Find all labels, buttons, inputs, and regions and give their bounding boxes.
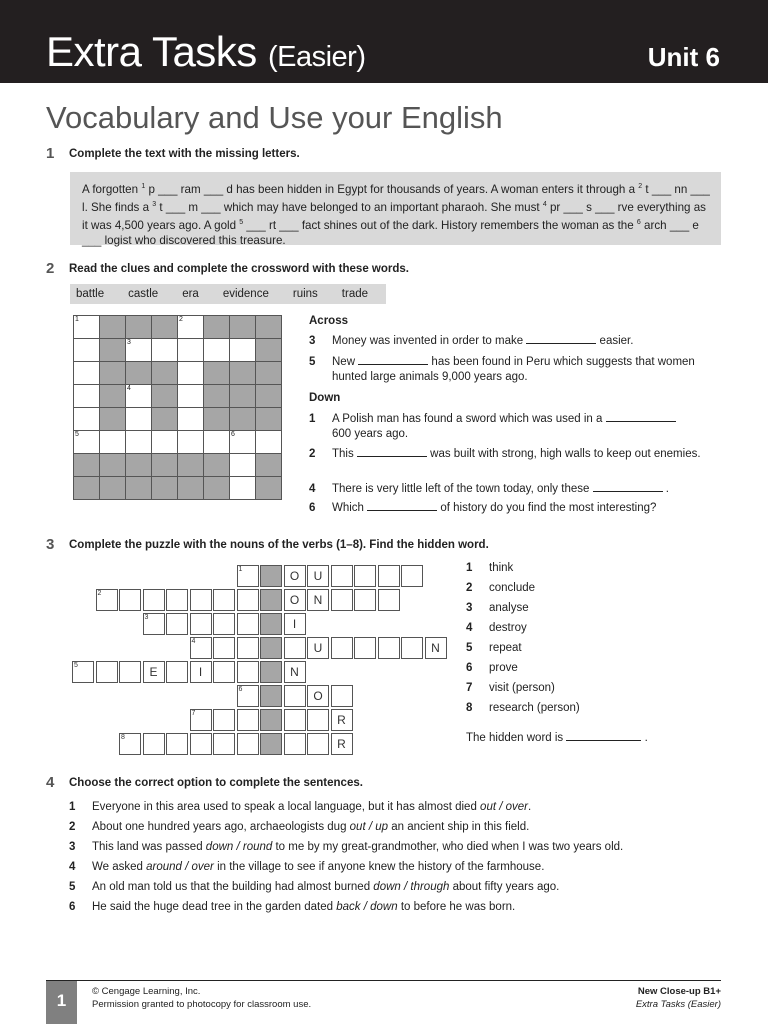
crossword-cell[interactable]: [230, 477, 256, 500]
ex2-instruction: Read the clues and complete the crossword with these words.: [69, 263, 409, 275]
puzzle-cell[interactable]: [237, 661, 259, 683]
puzzle-row-number: 1: [238, 566, 243, 573]
puzzle-cell[interactable]: [331, 685, 353, 707]
puzzle-row-number: 8: [121, 734, 125, 741]
hidden-word-cell[interactable]: [260, 709, 282, 731]
puzzle-letter: U: [313, 641, 323, 655]
puzzle-cell[interactable]: [378, 565, 400, 587]
crossword-cell[interactable]: 4: [126, 385, 152, 408]
crossword-cell: [230, 385, 256, 408]
down-heading: Down: [309, 392, 341, 404]
crossword-cell[interactable]: 1: [74, 316, 100, 339]
puzzle-row-number: 3: [144, 614, 149, 621]
puzzle-cell[interactable]: [143, 661, 165, 683]
crossword-cell: [152, 316, 178, 339]
crossword-cell: [256, 385, 282, 408]
across-heading: Across: [309, 315, 348, 327]
puzzle-cell[interactable]: [307, 685, 329, 707]
puzzle-cell[interactable]: [166, 661, 188, 683]
puzzle-row-number: 2: [97, 590, 102, 597]
hidden-word-cell[interactable]: [260, 613, 282, 635]
puzzle-cell[interactable]: [307, 709, 329, 731]
puzzle-cell[interactable]: [190, 637, 212, 659]
ex4-instruction: Choose the correct option to complete the sentences.: [69, 777, 363, 789]
puzzle-cell[interactable]: [284, 685, 306, 707]
puzzle-cell[interactable]: [401, 637, 423, 659]
word-box-item: trade: [341, 288, 369, 300]
puzzle-cell[interactable]: [354, 589, 376, 611]
crossword-cell: [100, 316, 126, 339]
puzzle-letter: O: [289, 593, 300, 607]
puzzle-row-number: 7: [191, 710, 196, 717]
ex1-text: A forgotten $^1$ p ___ ram ___ d has been hidden in Egypt for thousands of years. A woman enters it through a $^2$ t ___ nn ___ l. She finds a $^3$ t ___ m ___ which may have belonged to an important pharaoh. She must $^4$ pr ___ s ___ rve everything as it was 4,500 years ago. A gold $^5$ ___ rt ___ fact shines out of the dark. History remembers the woman as the $^6$ arch ___ e ___ logist who discovered this treasure.: [82, 182, 710, 247]
ex1-number: 1: [46, 145, 55, 162]
puzzle-cell[interactable]: [307, 637, 329, 659]
puzzle-cell[interactable]: [119, 589, 141, 611]
crossword-cell: [256, 362, 282, 385]
ex3-instruction: Complete the puzzle with the nouns of the verbs (1–8). Find the hidden word.: [69, 539, 489, 551]
crossword-cell[interactable]: [74, 339, 100, 362]
ex4-number: 4: [46, 774, 55, 791]
puzzle-cell[interactable]: [331, 733, 353, 755]
puzzle-cell[interactable]: [425, 637, 447, 659]
crossword-cell: [74, 477, 100, 500]
ex1-text-box: [70, 172, 721, 245]
puzzle-cell[interactable]: [166, 733, 188, 755]
crossword-cell: [178, 477, 204, 500]
crossword-cell[interactable]: [178, 385, 204, 408]
puzzle-cell[interactable]: [307, 733, 329, 755]
puzzle-cell[interactable]: [166, 613, 188, 635]
page-title: Extra Tasks (Easier): [46, 28, 366, 75]
crossword-cell: [178, 454, 204, 477]
crossword-cell: [100, 385, 126, 408]
unit-label: Unit 6: [647, 42, 720, 72]
crossword-cell[interactable]: [152, 431, 178, 454]
puzzle-row-number: 4: [191, 638, 196, 645]
crossword-cell[interactable]: [178, 362, 204, 385]
puzzle-cell[interactable]: [331, 565, 353, 587]
hidden-word-cell[interactable]: [260, 589, 282, 611]
ex3-number: 3: [46, 536, 55, 553]
word-box-item: castle: [128, 288, 159, 300]
puzzle-cell[interactable]: [143, 589, 165, 611]
puzzle-cell[interactable]: [307, 589, 329, 611]
crossword-cell[interactable]: [152, 339, 178, 362]
crossword-cell[interactable]: [126, 408, 152, 431]
puzzle-cell[interactable]: [378, 637, 400, 659]
crossword-cell[interactable]: [178, 339, 204, 362]
puzzle-letter: I: [198, 665, 203, 679]
crossword-cell: [230, 362, 256, 385]
puzzle-cell[interactable]: [213, 733, 235, 755]
crossword-cell: [100, 362, 126, 385]
puzzle-row-number: 6: [238, 686, 243, 693]
crossword-cell[interactable]: [178, 408, 204, 431]
puzzle-letter: N: [313, 593, 323, 607]
puzzle-cell[interactable]: [237, 733, 259, 755]
puzzle-cell[interactable]: [401, 565, 423, 587]
crossword-cell[interactable]: [256, 431, 282, 454]
puzzle-cell[interactable]: [119, 733, 141, 755]
puzzle-cell[interactable]: [331, 589, 353, 611]
puzzle-cell[interactable]: [331, 709, 353, 731]
puzzle-cell[interactable]: [143, 613, 165, 635]
puzzle-cell[interactable]: [190, 733, 212, 755]
puzzle-cell[interactable]: [96, 589, 118, 611]
crossword-grid: [73, 315, 282, 500]
puzzle-cell[interactable]: [237, 589, 259, 611]
across-clue: 5 New has been found in Peru which suggests that women hunted large animals 9,000 years ago.: [309, 356, 695, 383]
crossword-cell[interactable]: [230, 454, 256, 477]
hidden-word-cell[interactable]: [260, 637, 282, 659]
crossword-cell: [100, 454, 126, 477]
puzzle-cell[interactable]: [237, 565, 259, 587]
hidden-word-cell[interactable]: [260, 733, 282, 755]
puzzle-cell[interactable]: [378, 589, 400, 611]
puzzle-cell[interactable]: [354, 565, 376, 587]
puzzle-letter: E: [149, 665, 158, 679]
puzzle-letter: O: [313, 689, 323, 703]
crossword-cell: [256, 454, 282, 477]
crossword-cell: [126, 477, 152, 500]
puzzle-cell[interactable]: [190, 589, 212, 611]
puzzle-cell[interactable]: [284, 709, 306, 731]
puzzle-cell[interactable]: [307, 565, 329, 587]
puzzle-letter: R: [337, 713, 346, 727]
word-box-item: battle: [76, 288, 105, 300]
puzzle-letter: I: [292, 617, 297, 631]
puzzle-cell[interactable]: [284, 589, 306, 611]
crossword-cell: [256, 477, 282, 500]
puzzle-cell[interactable]: [190, 709, 212, 731]
crossword-cell[interactable]: [126, 431, 152, 454]
crossword-cell: [152, 454, 178, 477]
crossword-cell[interactable]: [230, 339, 256, 362]
puzzle-cell[interactable]: [213, 661, 235, 683]
puzzle-cell[interactable]: [213, 589, 235, 611]
puzzle-cell[interactable]: [237, 613, 259, 635]
crossword-cell[interactable]: [178, 431, 204, 454]
word-box-item: era: [182, 288, 199, 300]
puzzle-cell[interactable]: [284, 733, 306, 755]
word-box-item: evidence: [222, 288, 269, 300]
crossword-cell: [230, 316, 256, 339]
ex1-instruction: Complete the text with the missing letters.: [69, 148, 300, 160]
crossword-cell: [256, 339, 282, 362]
puzzle-cell[interactable]: [284, 637, 306, 659]
puzzle-letter: O: [289, 569, 300, 583]
puzzle-cell[interactable]: [237, 637, 259, 659]
crossword-cell: [204, 316, 230, 339]
crossword-cell: [126, 362, 152, 385]
crossword-cell[interactable]: 6: [230, 431, 256, 454]
crossword-cell: [204, 408, 230, 431]
section-title: Vocabulary and Use your English: [46, 100, 503, 135]
puzzle-cell[interactable]: [166, 589, 188, 611]
word-box-item: ruins: [292, 288, 318, 300]
crossword-cell: [204, 454, 230, 477]
puzzle-cell[interactable]: [190, 613, 212, 635]
puzzle-cell[interactable]: [143, 733, 165, 755]
crossword-cell: [152, 408, 178, 431]
footer-rule: [46, 980, 721, 981]
hidden-word-cell[interactable]: [260, 661, 282, 683]
puzzle-cell[interactable]: [96, 661, 118, 683]
puzzle-cell[interactable]: [237, 685, 259, 707]
puzzle-letter: N: [431, 641, 440, 655]
puzzle-cell[interactable]: [72, 661, 94, 683]
hidden-word-cell[interactable]: [260, 565, 282, 587]
puzzle-cell[interactable]: [284, 661, 306, 683]
crossword-cell[interactable]: [74, 362, 100, 385]
page-number: 1: [46, 981, 77, 1024]
crossword-cell: [100, 408, 126, 431]
word-box: [70, 284, 386, 304]
puzzle-letter: R: [337, 737, 346, 751]
crossword-cell: [204, 385, 230, 408]
puzzle-cell[interactable]: [119, 661, 141, 683]
crossword-cell[interactable]: 2: [178, 316, 204, 339]
puzzle-row-number: 5: [74, 662, 78, 669]
crossword-cell[interactable]: [74, 385, 100, 408]
puzzle-cell[interactable]: [284, 565, 306, 587]
crossword-cell: [100, 339, 126, 362]
crossword-cell: [256, 316, 282, 339]
crossword-cell[interactable]: [204, 339, 230, 362]
ex2-number: 2: [46, 260, 55, 277]
crossword-cell: [126, 454, 152, 477]
crossword-cell: [152, 477, 178, 500]
crossword-cell: [126, 316, 152, 339]
crossword-cell: [256, 408, 282, 431]
page-header: [0, 0, 768, 83]
puzzle-cell[interactable]: [354, 637, 376, 659]
puzzle-cell[interactable]: [190, 661, 212, 683]
puzzle-cell[interactable]: [213, 709, 235, 731]
crossword-cell[interactable]: 3: [126, 339, 152, 362]
down-clue: 2 This was built with strong, high walls to keep out enemies.: [309, 448, 701, 460]
crossword-cell[interactable]: [204, 431, 230, 454]
crossword-cell[interactable]: 5: [74, 431, 100, 454]
crossword-cell: [152, 385, 178, 408]
puzzle-cell[interactable]: [213, 613, 235, 635]
puzzle-cell[interactable]: [213, 637, 235, 659]
hidden-word-line: The hidden word is .: [466, 732, 648, 744]
crossword-cell: [152, 362, 178, 385]
crossword-cell: [204, 362, 230, 385]
down-clue: 1 A Polish man has found a sword which was used in a 600 years ago.: [309, 412, 709, 442]
crossword-cell: [100, 477, 126, 500]
crossword-cell: [204, 477, 230, 500]
hidden-word-cell[interactable]: [260, 685, 282, 707]
puzzle-cell[interactable]: [331, 637, 353, 659]
puzzle-letter: U: [313, 569, 323, 583]
puzzle-cell[interactable]: [237, 709, 259, 731]
puzzle-letter: N: [290, 665, 299, 679]
crossword-cell[interactable]: [74, 408, 100, 431]
puzzle-cell[interactable]: [284, 613, 306, 635]
crossword-cell[interactable]: [100, 431, 126, 454]
crossword-cell: [74, 454, 100, 477]
crossword-cell: [230, 408, 256, 431]
footer-right: New Close-up B1+ Extra Tasks (Easier): [635, 986, 721, 1010]
footer-left: © Cengage Learning, Inc. Permission granted to photocopy for classroom use.: [92, 986, 312, 1010]
